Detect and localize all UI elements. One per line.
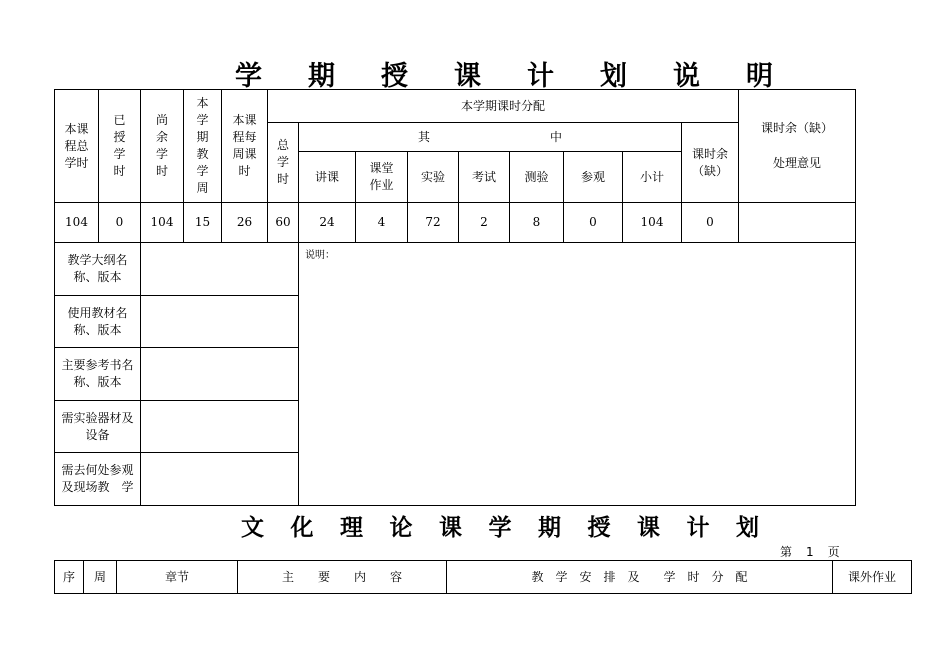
value-sum-hours: 60 [268,203,299,243]
info-value-syllabus[interactable] [141,243,299,296]
title-char: 授 [587,514,611,541]
teaching-plan-table [54,560,912,594]
title-char: 计 [686,514,710,541]
value-surplus: 0 [682,203,739,243]
header-extra-homework: 课外作业 [833,561,912,594]
title-char: 课 [454,61,481,92]
title-char: 计 [527,61,554,92]
header-week: 周 [84,561,117,594]
value-weeks: 15 [184,203,222,243]
title-char: 期 [308,61,335,92]
info-label-textbook: 使用教材名称、版本 [55,296,141,348]
title-char: 文 [241,514,264,541]
title-char: 理 [340,514,363,541]
info-label-equipment: 需实验器材及设备 [55,401,141,453]
header-chapter: 章节 [117,561,238,594]
title-char: 授 [381,61,408,92]
page-number [780,543,840,560]
title-char: 划 [600,61,627,92]
value-experiment: 72 [408,203,459,243]
title-char: 期 [538,514,561,541]
header-allocation: 本学期课时分配 [268,90,739,123]
value-visit: 0 [564,203,623,243]
surplus-opinion-line2: 处理意见 [772,156,821,170]
title-char: 学 [488,514,512,541]
value-taught-hours: 0 [99,203,141,243]
info-label-reference: 主要参考书名称、版本 [55,348,141,401]
value-exam: 2 [459,203,510,243]
info-value-visit[interactable] [141,453,299,506]
info-label-visit: 需去何处参观及现场教 学 [55,453,141,506]
header-total-hours: 本课程总学时 [55,90,99,203]
value-homework: 4 [356,203,408,243]
value-opinion[interactable] [739,203,856,243]
value-subtotal: 104 [623,203,682,243]
plan-title [235,54,819,93]
of-which-zhong: 中 [550,129,563,144]
header-of-which [299,123,682,152]
header-weekly-hours: 本课程每周课时 [222,90,268,203]
header-lecture: 讲课 [299,152,356,203]
title-char: 课 [439,514,462,541]
header-surplus: 课时余（缺） [682,123,739,203]
title-char: 化 [290,514,314,541]
header-test: 测验 [510,152,564,203]
header-subtotal: 小计 [623,152,682,203]
info-label-syllabus: 教学大纲名称、版本 [55,243,141,296]
title-char: 论 [389,514,413,541]
course-plan-table [54,89,856,506]
value-total-hours: 104 [55,203,99,243]
title-char: 划 [736,514,759,541]
value-weekly-hours: 26 [222,203,268,243]
header-surplus-opinion [739,90,856,203]
header-weeks: 本学期教学周 [184,90,222,203]
of-which-qi: 其 [417,129,430,144]
value-remaining-hours: 104 [141,203,184,243]
header-homework: 课堂作业 [356,152,408,203]
info-value-equipment[interactable] [141,401,299,453]
header-exam: 考试 [459,152,510,203]
info-value-reference[interactable] [141,348,299,401]
page-suffix: 页 [827,545,840,559]
header-sum-hours: 总学时 [268,123,299,203]
title-char: 课 [637,514,660,541]
header-main-content: 主 要 内 容 [238,561,447,594]
note-label: 说明： [305,250,335,261]
title-char: 学 [235,61,262,92]
page-prefix: 第 [780,545,793,559]
title-char: 说 [673,61,700,92]
value-test: 8 [510,203,564,243]
info-value-textbook[interactable] [141,296,299,348]
header-arrangement: 教 学 安 排 及 学 时 分 配 [447,561,833,594]
title-char: 明 [746,61,773,92]
header-remaining-hours: 尚余学时 [141,90,184,203]
surplus-opinion-line1: 课时余（缺） [760,121,833,135]
note-area[interactable] [299,243,856,506]
page-number-value: 1 [806,545,814,559]
header-experiment: 实验 [408,152,459,203]
value-lecture: 24 [299,203,356,243]
header-taught-hours: 已授学时 [99,90,141,203]
theory-plan-title [241,509,786,542]
header-visit: 参观 [564,152,623,203]
header-seq: 序 [55,561,84,594]
